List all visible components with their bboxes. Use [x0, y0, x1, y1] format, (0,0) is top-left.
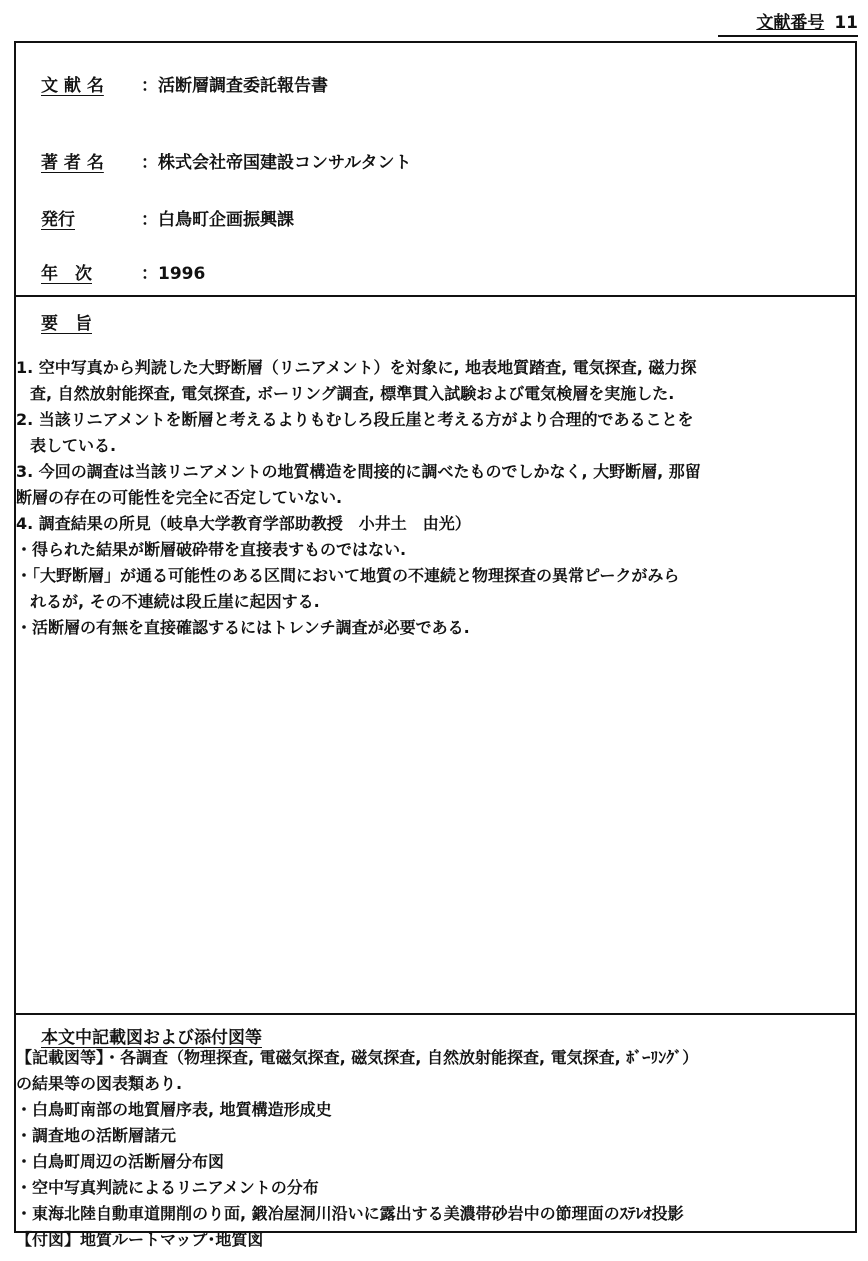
figures-line: ・白鳥町周辺の活断層分布図 [16, 1152, 225, 1171]
figures-text [16, 1045, 847, 1253]
author-row [41, 148, 411, 173]
publisher-row [41, 205, 294, 230]
figures-line: の結果等の図表類あり. [16, 1074, 183, 1093]
summary-line: 査, 自然放射能探査, 電気探査, ボーリング調査, 標準貫入試験および電気検層を実施した. [30, 384, 675, 403]
summary-line: れるが, その不連続は段丘崖に起因する. [30, 592, 320, 611]
figures-section [16, 1013, 855, 1249]
figures-line: 【付図】地質ルートマップ･地質図 [16, 1230, 264, 1249]
figures-heading: 本文中記載図および添付図等 [41, 1028, 262, 1048]
author-value: ：株式会社帝国建設コンサルタント [141, 153, 412, 173]
year-key: 年 次 [41, 264, 92, 284]
summary-line: 表している. [30, 436, 117, 455]
year-row [41, 259, 205, 284]
summary-heading: 要 旨 [41, 314, 92, 334]
summary-section [16, 295, 855, 1013]
document-frame [14, 41, 857, 1249]
author-key: 著 者 名 [41, 153, 104, 173]
year-value: ：1996 [141, 264, 206, 284]
summary-text [16, 355, 847, 641]
summary-line: 3. 今回の調査は当該リニアメントの地質構造を間接的に調べたものでしかなく, 大野断層, 那留 [16, 462, 701, 481]
metadata-section [16, 43, 855, 295]
document-number-label: 文献番号 [756, 13, 825, 33]
summary-line: 断層の存在の可能性を完全に否定していない. [16, 488, 343, 507]
document-number [718, 8, 858, 37]
summary-line: 1. 空中写真から判読した大野断層（リニアメント）を対象に, 地表地質踏査, 電気探査, 磁力探 [16, 358, 697, 377]
summary-line: 2. 当該リニアメントを断層と考えるよりもむしろ段丘崖と考える方がより合理的であることを [16, 410, 694, 429]
document-number-value: 11 [834, 13, 858, 33]
summary-line: ・活断層の有無を直接確認するにはトレンチ調査が必要である. [16, 618, 470, 637]
figures-line: ・空中写真判読によるリニアメントの分布 [16, 1178, 319, 1197]
summary-line: ・「大野断層」が通る可能性のある区間において地質の不連続と物理探査の異常ピークがみら [16, 566, 680, 585]
figures-line: ・白鳥町南部の地質層序表, 地質構造形成史 [16, 1100, 332, 1119]
figures-line: ・調査地の活断層諸元 [16, 1126, 177, 1145]
title-value: ：活断層調査委託報告書 [141, 76, 328, 96]
figures-line: ・東海北陸自動車道開削のり面, 鍛冶屋洞川沿いに露出する美濃帯砂岩中の節理面のｽﾃﾚｵ投影 [16, 1204, 684, 1223]
title-key: 文 献 名 [41, 76, 104, 96]
figures-line: 【記載図等】・各調査（物理探査, 電磁気探査, 磁気探査, 自然放射能探査, 電気探査, ﾎﾞｰﾘﾝｸﾞ） [16, 1048, 699, 1067]
publisher-key: 発行 [41, 210, 75, 230]
title-row [41, 71, 328, 96]
summary-line: 4. 調査結果の所見（岐阜大学教育学部助教授 小井土 由光） [16, 514, 471, 533]
summary-line: ・得られた結果が断層破砕帯を直接表すものではない. [16, 540, 407, 559]
publisher-value: ：白鳥町企画振興課 [141, 210, 294, 230]
